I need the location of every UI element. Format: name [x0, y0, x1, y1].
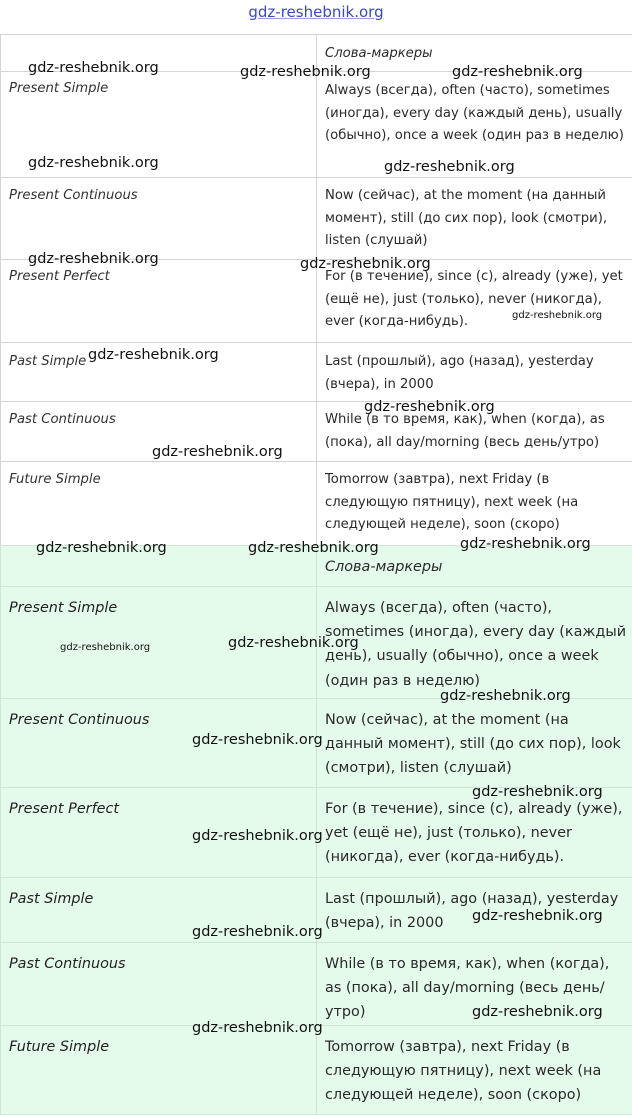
markers-cell: Now (сейчас), at the moment (на данный момент), still (до сих пор), look (смотри), listen (слушай) [317, 699, 632, 788]
watermark: gdz-reshebnik.org [472, 1003, 603, 1021]
site-header [0, 0, 632, 26]
watermark: gdz-reshebnik.org [28, 59, 159, 77]
markers-cell: For (в течение), since (с), already (уже), yet (ещё не), just (только), never (никогда), ever (когда-нибудь). [317, 260, 632, 343]
watermark: gdz-reshebnik.org [192, 923, 323, 941]
watermark: gdz-reshebnik.org [192, 1019, 323, 1037]
table-header-markers: Слова-маркеры [317, 546, 632, 587]
tense-cell: Past Simple [1, 343, 317, 402]
watermark: gdz-reshebnik.org [300, 255, 431, 273]
tense-cell: Present Simple [1, 587, 317, 699]
markers-cell: Last (прошлый), ago (назад), yesterday (вчера), in 2000 [317, 343, 632, 402]
watermark: gdz-reshebnik.org [384, 158, 515, 176]
markers-cell: Last (прошлый), ago (назад), yesterday (вчера), in 2000 [317, 878, 632, 943]
watermark: gdz-reshebnik.org [192, 827, 323, 845]
watermark: gdz-reshebnik.org [472, 907, 603, 925]
table-row [1, 178, 632, 260]
markers-cell: Always (всегда), often (часто), sometimes (иногда), every day (каждый день), usually (обычно), once a week (один раз в неделю) [317, 72, 632, 178]
site-header-link[interactable]: gdz-reshebnik.org [248, 3, 383, 21]
tense-cell: Present Continuous [1, 178, 317, 260]
watermark: gdz-reshebnik.org [472, 783, 603, 801]
markers-cell: Always (всегда), often (часто), sometimes (иногда), every day (каждый день), usually (обычно), once a week (один раз в неделю) [317, 587, 632, 699]
tense-cell: Past Continuous [1, 943, 317, 1026]
watermark: gdz-reshebnik.org [240, 63, 371, 81]
markers-cell: Tomorrow (завтра), next Friday (в следующую пятницу), next week (на следующей неделе), soon (скоро) [317, 1025, 632, 1114]
tense-cell: Future Simple [1, 1025, 317, 1114]
watermark: gdz-reshebnik.org [248, 539, 379, 557]
markers-table-1 [0, 34, 632, 546]
table-row [1, 462, 632, 546]
watermark: gdz-reshebnik.org [28, 154, 159, 172]
table-row [1, 1025, 632, 1114]
tense-cell: Future Simple [1, 462, 317, 546]
watermark: gdz-reshebnik.org [60, 639, 150, 657]
watermark: gdz-reshebnik.org [28, 250, 159, 268]
watermark: gdz-reshebnik.org [152, 443, 283, 461]
markers-cell: While (в то время, как), when (когда), as (пока), all day/morning (весь день/утро) [317, 402, 632, 462]
tense-cell: Present Continuous [1, 699, 317, 788]
watermark: gdz-reshebnik.org [440, 687, 571, 705]
watermark: gdz-reshebnik.org [452, 63, 583, 81]
tense-cell: Present Perfect [1, 788, 317, 878]
watermark: gdz-reshebnik.org [364, 398, 495, 416]
markers-cell: For (в течение), since (с), already (уже), yet (ещё не), just (только), never (никогда), ever (когда-нибудь). [317, 788, 632, 878]
tense-cell: Present Simple [1, 72, 317, 178]
watermark: gdz-reshebnik.org [228, 634, 359, 652]
watermark: gdz-reshebnik.org [460, 535, 591, 553]
markers-cell: Now (сейчас), at the moment (на данный момент), still (до сих пор), look (смотри), listen (слушай) [317, 178, 632, 260]
tense-cell: Past Continuous [1, 402, 317, 462]
markers-cell: While (в то время, как), when (когда), as (пока), all day/morning (весь день/утро) [317, 943, 632, 1026]
watermark: gdz-reshebnik.org [88, 346, 219, 364]
table-row [1, 402, 632, 462]
watermark: gdz-reshebnik.org [36, 539, 167, 557]
markers-cell: Tomorrow (завтра), next Friday (в следующую пятницу), next week (на следующей неделе), soon (скоро) [317, 462, 632, 546]
watermark: gdz-reshebnik.org [192, 731, 323, 749]
tense-cell: Present Perfect [1, 260, 317, 343]
tense-cell: Past Simple [1, 878, 317, 943]
table-header-markers: Слова-маркеры [317, 35, 632, 72]
watermark: gdz-reshebnik.org [512, 307, 602, 325]
